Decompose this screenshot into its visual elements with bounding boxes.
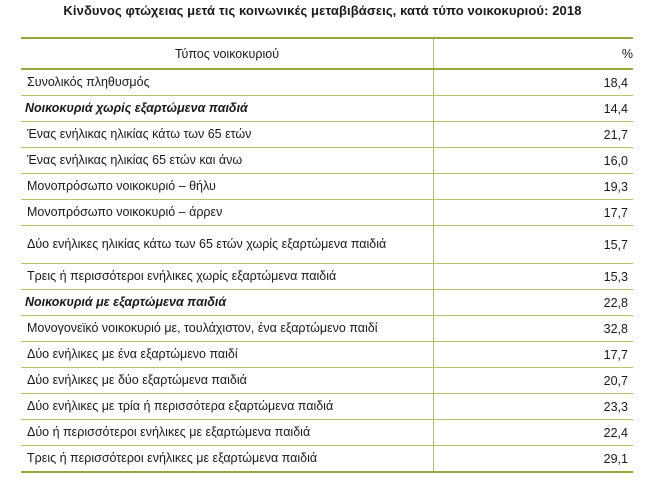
row-value: 32,8 [434,316,634,342]
row-label: Τρεις ή περισσότεροι ενήλικες χωρίς εξαρτώμενα παιδιά [21,264,434,290]
row-value: 22,4 [434,420,634,446]
group-label: Νοικοκυριά με εξαρτώμενα παιδιά [21,290,434,316]
table-row [21,368,633,394]
row-value: 14,4 [434,96,634,122]
row-value: 21,7 [434,122,634,148]
row-label: Δύο ή περισσότεροι ενήλικες με εξαρτώμενα παιδιά [21,420,434,446]
table-row [21,69,633,96]
row-label: Μονοπρόσωπο νοικοκυριό – άρρεν [21,200,434,226]
row-value: 16,0 [434,148,634,174]
table-row-group-header [21,96,633,122]
table-row-group-header [21,290,633,316]
row-label: Μονοπρόσωπο νοικοκυριό – θήλυ [21,174,434,200]
row-value: 23,3 [434,394,634,420]
table-row [21,148,633,174]
table-row [21,316,633,342]
row-value: 19,3 [434,174,634,200]
row-label: Δύο ενήλικες με ένα εξαρτώμενο παιδί [21,342,434,368]
row-label: Τρεις ή περισσότεροι ενήλικες με εξαρτώμενα παιδιά [21,446,434,473]
row-label: Δύο ενήλικες με τρία ή περισσότερα εξαρτώμενα παιδιά [21,394,434,420]
table-row [21,394,633,420]
table-row [21,122,633,148]
poverty-risk-table [21,37,633,473]
row-label: Ένας ενήλικας ηλικίας 65 ετών και άνω [21,148,434,174]
row-label: Δύο ενήλικες με δύο εξαρτώμενα παιδιά [21,368,434,394]
row-label: Συνολικός πληθυσμός [21,69,434,96]
row-value: 15,3 [434,264,634,290]
row-value: 18,4 [434,69,634,96]
table-row [21,342,633,368]
table-title: Κίνδυνος φτώχειας μετά τις κοινωνικές μεταβιβάσεις, κατά τύπο νοικοκυριού: 2018 [63,3,582,18]
row-value: 29,1 [434,446,634,473]
table-row [21,174,633,200]
table-row [21,264,633,290]
table-row [21,200,633,226]
table-row [21,226,633,264]
row-label: Δύο ενήλικες ηλικίας κάτω των 65 ετών χωρίς εξαρτώμενα παιδιά [21,226,434,264]
table-header-row [21,38,633,69]
column-header-percent: % [434,38,634,69]
row-label: Ένας ενήλικας ηλικίας κάτω των 65 ετών [21,122,434,148]
row-value: 17,7 [434,200,634,226]
row-value: 15,7 [434,226,634,264]
row-value: 22,8 [434,290,634,316]
row-value: 20,7 [434,368,634,394]
table-row [21,446,633,473]
table-row [21,420,633,446]
row-label: Μονογονεϊκό νοικοκυριό με, τουλάχιστον, ένα εξαρτώμενο παιδί [21,316,434,342]
column-header-type: Τύπος νοικοκυριού [21,38,434,69]
group-label: Νοικοκυριά χωρίς εξαρτώμενα παιδιά [21,96,434,122]
row-value: 17,7 [434,342,634,368]
